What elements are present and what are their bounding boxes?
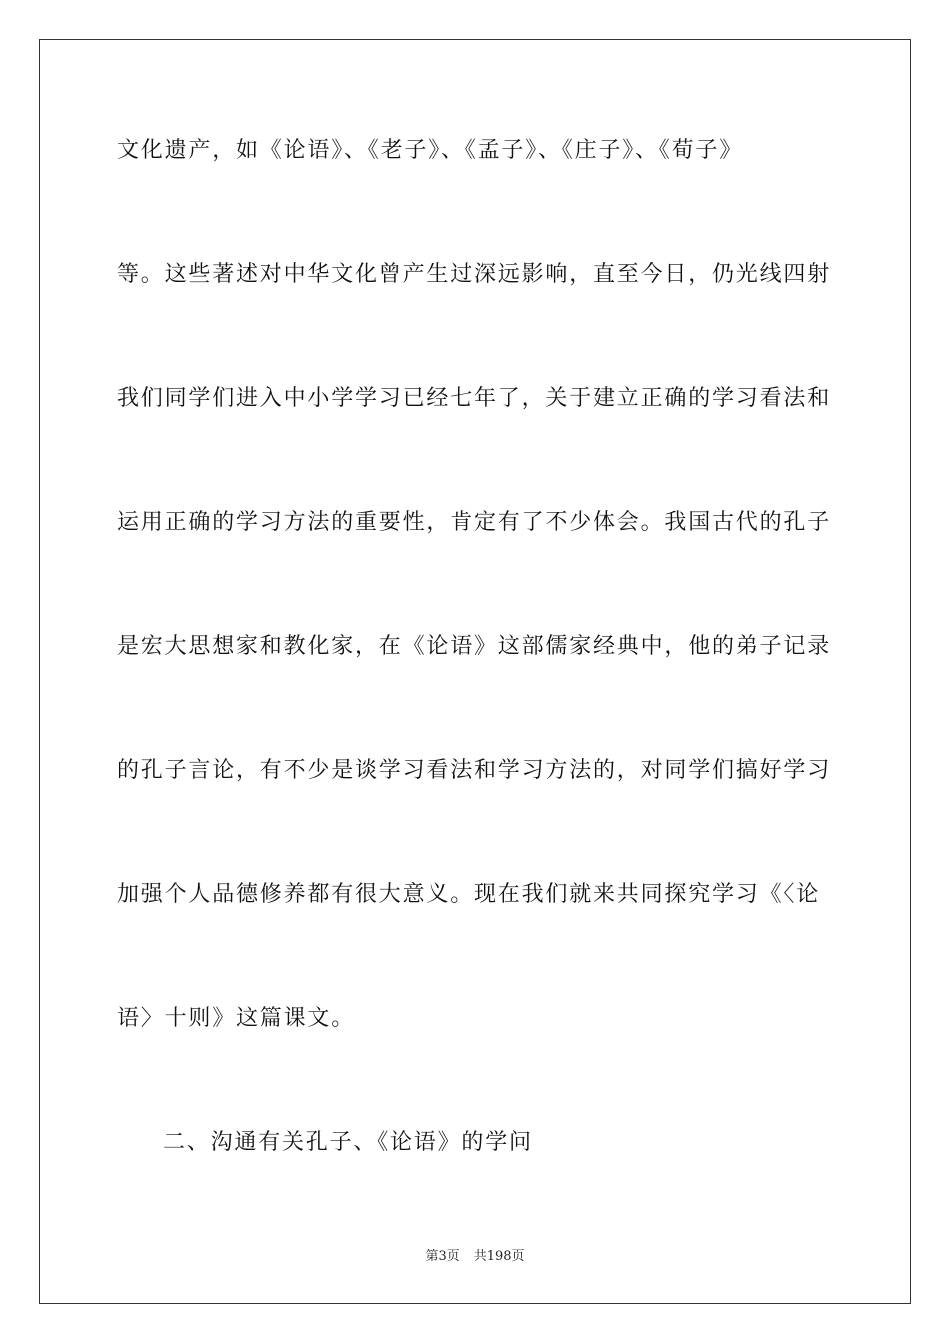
paragraph-line: 语〉十则》这篇课文。 xyxy=(117,1006,356,1031)
paragraph-line: 加强个人品德修养都有很大意义。现在我们就来共同探究学习《〈论 xyxy=(117,882,821,907)
paragraph-line: 的孔子言论，有不少是谈学习看法和学习方法的，对同学们搞好学习 xyxy=(117,758,832,783)
page-border xyxy=(39,39,911,1304)
paragraph-line: 运用正确的学习方法的重要性，肯定有了不少体会。我国古代的孔子 xyxy=(117,510,832,535)
paragraph-line: 是宏大思想家和教化家，在《论语》这部儒家经典中，他的弟子记录 xyxy=(117,634,832,659)
section-heading: 二、沟通有关孔子、《论语》的学问 xyxy=(163,1130,533,1155)
paragraph-line: 我们同学们进入中小学学习已经七年了，关于建立正确的学习看法和 xyxy=(117,386,832,411)
page-footer xyxy=(0,1249,950,1265)
page-total: 共198页 xyxy=(473,1249,525,1264)
paragraph-line: 文化遗产，如《论语》、《老子》、《孟子》、《庄子》、《荀子》 xyxy=(117,138,744,163)
page-number: 第3页 xyxy=(425,1249,460,1264)
paragraph-line: 等。这些著述对中华文化曾产生过深远影响，直至今日，仍光线四射 xyxy=(117,262,832,287)
